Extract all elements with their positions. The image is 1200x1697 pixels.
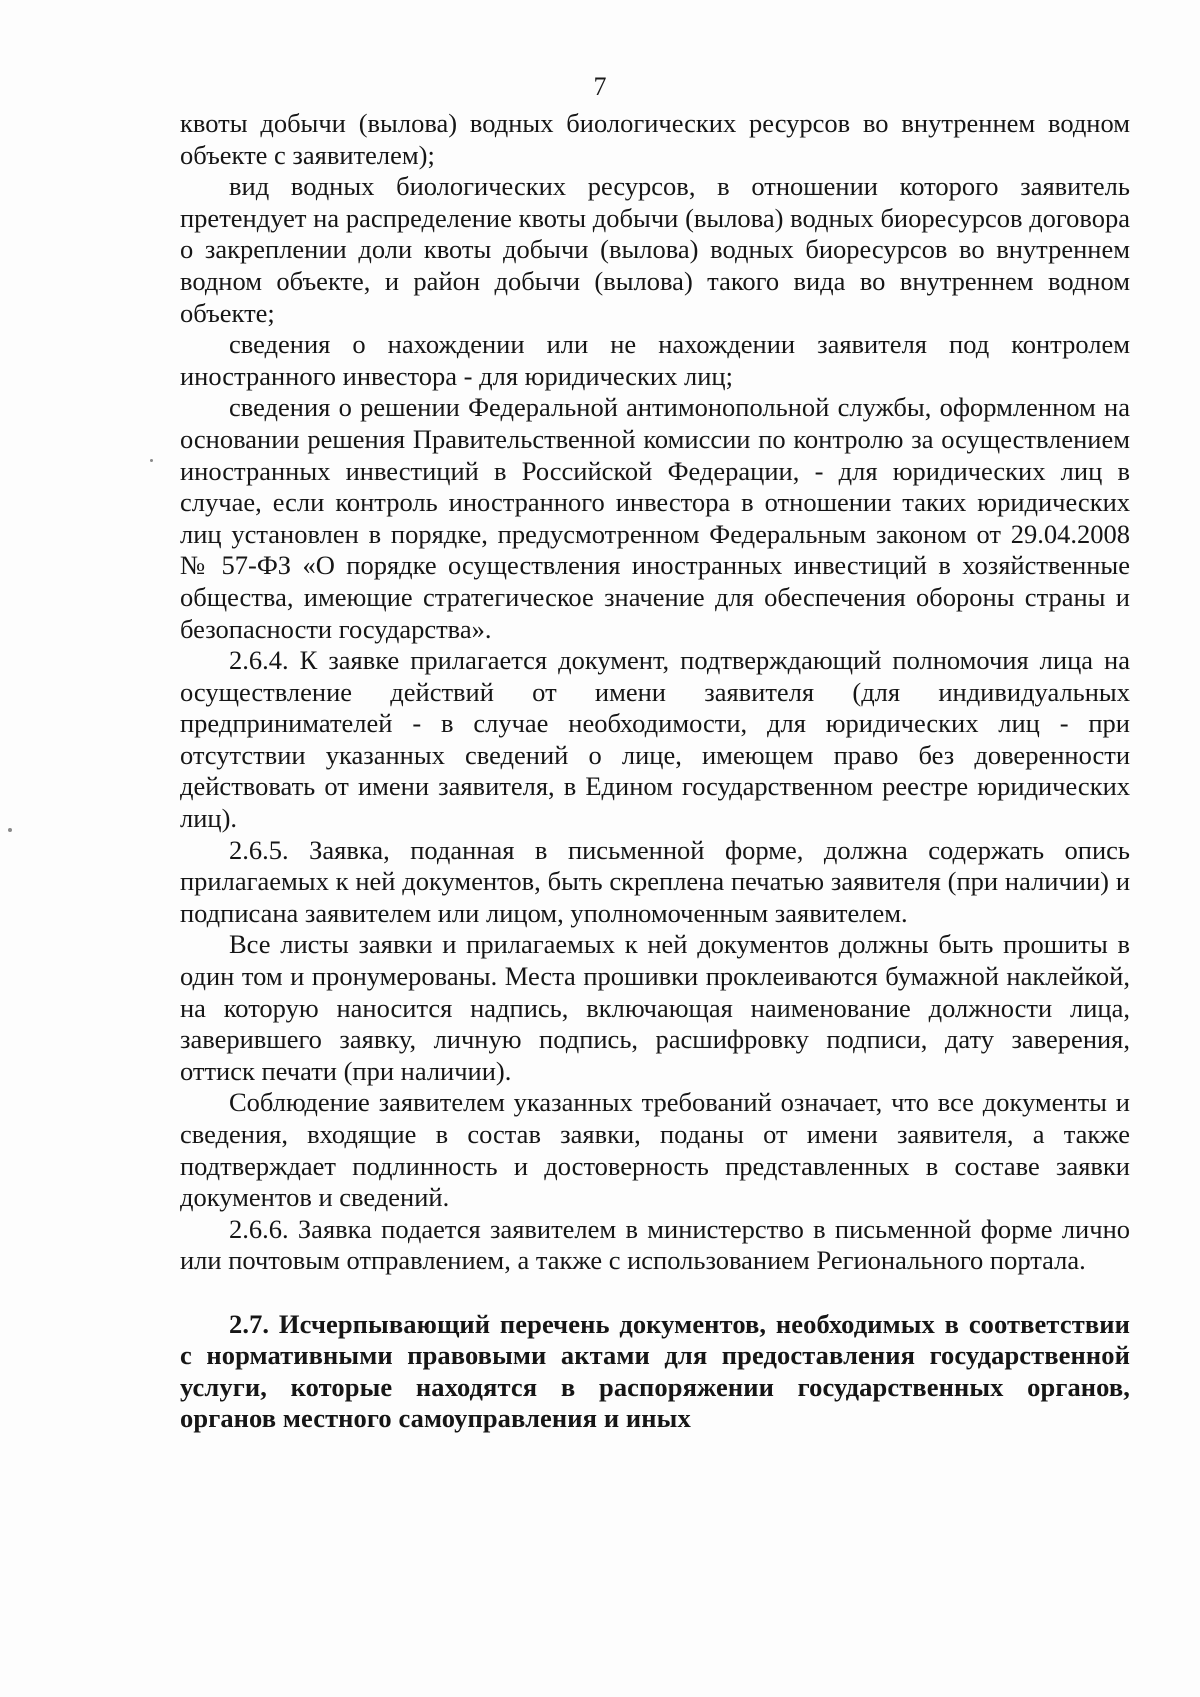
paragraph-binding: Все листы заявки и прилагаемых к ней документов должны быть прошиты в один том и пронумерованы. Места прошивки проклеиваются бумажной наклейкой, на которую наносится надпись, включающая наименование должности лица, заверившего заявку, личную подпись, расшифровку подписи, дату заверения, оттиск печати (при наличии). xyxy=(180,929,1130,1086)
paragraph-fas-decision: сведения о решении Федеральной антимонопольной службы, оформленном на основании решения Правительственной комиссии по контролю за осуществлением иностранных инвестиций в Российской Федерации, - для юридических лиц в случае, если контроль иностранного инвестора в отношении таких юридических лиц установлен в порядке, предусмотренном Федеральным законом от 29.04.2008 № 57-ФЗ «О порядке осуществления иностранных инвестиций в хозяйственные общества, имеющие стратегическое значение для обеспечения обороны страны и безопасности государства». xyxy=(180,392,1130,644)
paragraph-species: вид водных биологических ресурсов, в отношении которого заявитель претендует на распределение квоты добычи (вылова) водных биоресурсов договора о закреплении доли квоты добычи (вылова) водных биоресурсов во внутреннем водном объекте, и район добычи (вылова) такого вида во внутреннем водном объекте; xyxy=(180,171,1130,328)
paragraph-quota-continuation: квоты добычи (вылова) водных биологических ресурсов во внутреннем водном объекте с заявителем); xyxy=(180,108,1130,170)
paragraph-foreign-control: сведения о нахождении или не нахождении заявителя под контролем иностранного инвестора - для юридических лиц; xyxy=(180,329,1130,391)
paragraph-2-6-5: 2.6.5. Заявка, поданная в письменной форме, должна содержать опись прилагаемых к ней документов, быть скреплена печатью заявителя (при наличии) и подписана заявителем или лицом, уполномоченным заявителем. xyxy=(180,834,1130,928)
scan-dot xyxy=(8,828,12,832)
paragraph-2-6-6: 2.6.6. Заявка подается заявителем в министерство в письменной форме лично или почтовым отправлением, а также с использованием Регионального портала. xyxy=(180,1213,1130,1276)
section-heading-2-7: 2.7. Исчерпывающий перечень документов, необходимых в соответствии с нормативными правовыми актами для предоставления государственной услуги, которые находятся в распоряжении государственных органов, органов местного самоуправления и иных xyxy=(180,1308,1130,1434)
document-body xyxy=(180,108,1130,1435)
page-number: 7 xyxy=(593,72,607,101)
paragraph-2-6-4: 2.6.4. К заявке прилагается документ, подтверждающий полномочия лица на осуществление действий от имени заявителя (для индивидуальных предпринимателей - в случае необходимости, для юридических лиц - при отсутствии указанных сведений о лице, имеющем право без доверенности действовать от имени заявителя, в Едином государственном реестре юридических лиц). xyxy=(180,645,1130,834)
scan-dot xyxy=(150,459,153,462)
paragraph-compliance: Соблюдение заявителем указанных требований означает, что все документы и сведения, входящие в состав заявки, поданы от имени заявителя, а также подтверждает подлинность и достоверность представленных в составе заявки документов и сведений. xyxy=(180,1087,1130,1213)
